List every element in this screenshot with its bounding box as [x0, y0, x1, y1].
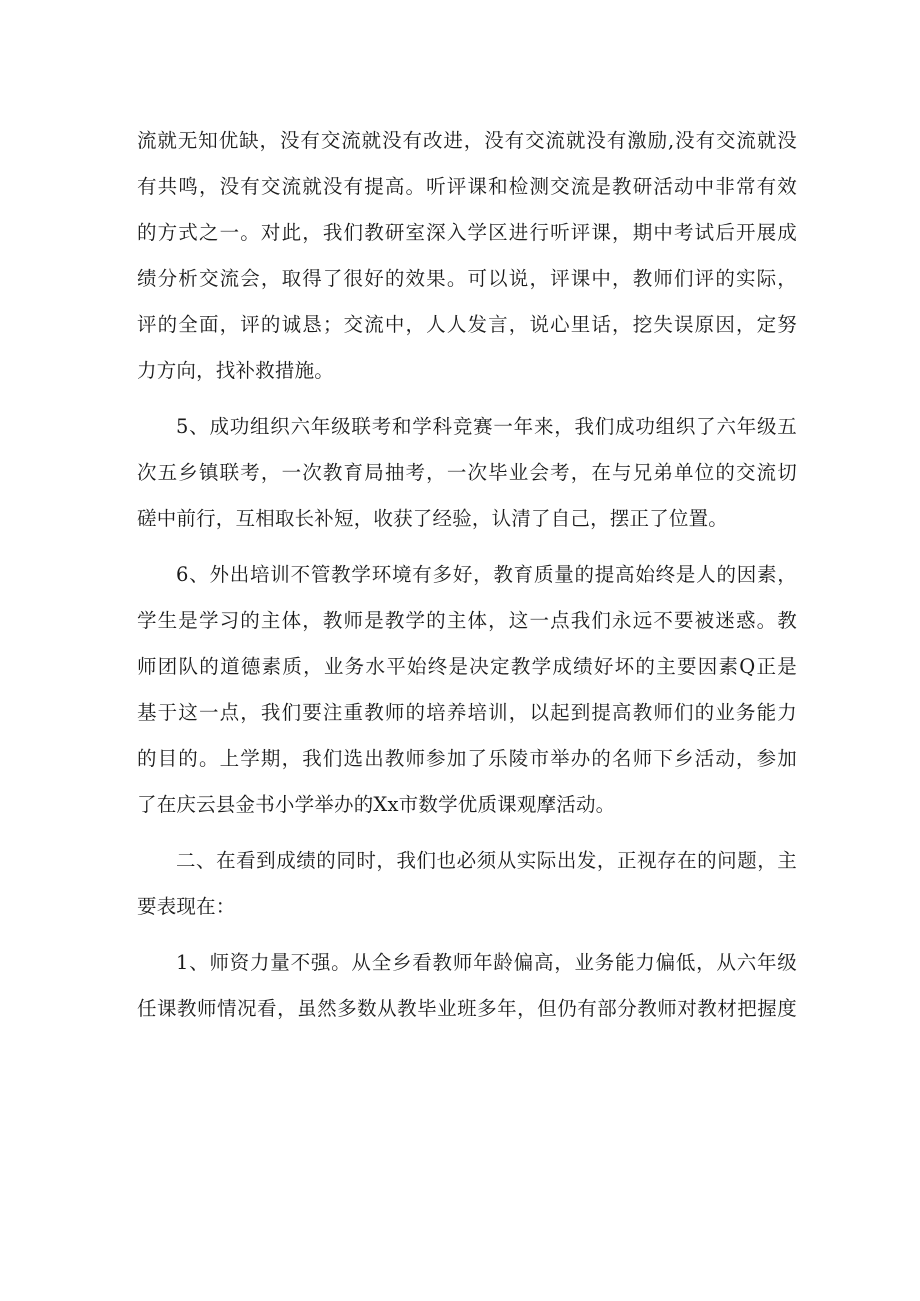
text-line: 有共鸣，没有交流就没有提高。听评课和检测交流是教研活动中非常有效 [137, 175, 797, 198]
text-line: 了在庆云县金书小学举办的Xx市数学优质课观摩活动。 [137, 793, 616, 816]
text-line: 绩分析交流会，取得了很好的效果。可以说，评课中，教师们评的实际， [137, 267, 797, 290]
paragraph [137, 838, 797, 930]
text-line: 任课教师情况看，虽然多数从教毕业班多年，但仍有部分教师对教材把握度 [137, 997, 797, 1020]
text-line: 5、成功组织六年级联考和学科竞赛一年来，我们成功组织了六年级五 [176, 415, 797, 438]
text-line: 师团队的道德素质，业务水平始终是决定教学成绩好坏的主要因素Q正是 [137, 655, 797, 678]
paragraph [137, 118, 797, 394]
paragraph [137, 552, 797, 828]
paragraph [137, 940, 797, 1032]
text-line: 二、在看到成绩的同时，我们也必须从实际出发，正视存在的问题，主 [176, 849, 797, 872]
paragraph-gap [137, 930, 797, 940]
text-line: 磋中前行，互相取长补短，收获了经验，认清了自己，摆正了位置。 [137, 507, 729, 530]
paragraph-gap [137, 542, 797, 552]
paragraph-gap [137, 828, 797, 838]
document-body [137, 118, 797, 1032]
paragraph-gap [137, 394, 797, 404]
text-line: 的方式之一。对此，我们教研室深入学区进行听评课，期中考试后开展成 [137, 221, 797, 244]
text-line: 1、师资力量不强。从全乡看教师年龄偏高，业务能力偏低，从六年级 [176, 951, 797, 974]
text-line: 基于这一点，我们要注重教师的培养培训，以起到提高教师们的业务能力 [137, 701, 797, 724]
text-line: 的目的。上学期，我们选出教师参加了乐陵市举办的名师下乡活动，参加 [137, 747, 797, 770]
text-line: 次五乡镇联考，一次教育局抽考，一次毕业会考，在与兄弟单位的交流切 [137, 461, 797, 484]
paragraph [137, 404, 797, 542]
text-line: 力方向，找补救措施。 [137, 359, 335, 382]
text-line: 流就无知优缺，没有交流就没有改进，没有交流就没有激励,没有交流就没 [137, 129, 797, 152]
text-line: 学生是学习的主体，教师是教学的主体，这一点我们永远不要被迷惑。教 [137, 609, 797, 632]
text-line: 要表现在： [137, 895, 236, 918]
text-line: 评的全面，评的诚恳；交流中，人人发言，说心里话，挖失误原因，定努 [137, 313, 797, 336]
text-line: 6、外出培训不管教学环境有多好，教育质量的提高始终是人的因素， [176, 563, 797, 586]
